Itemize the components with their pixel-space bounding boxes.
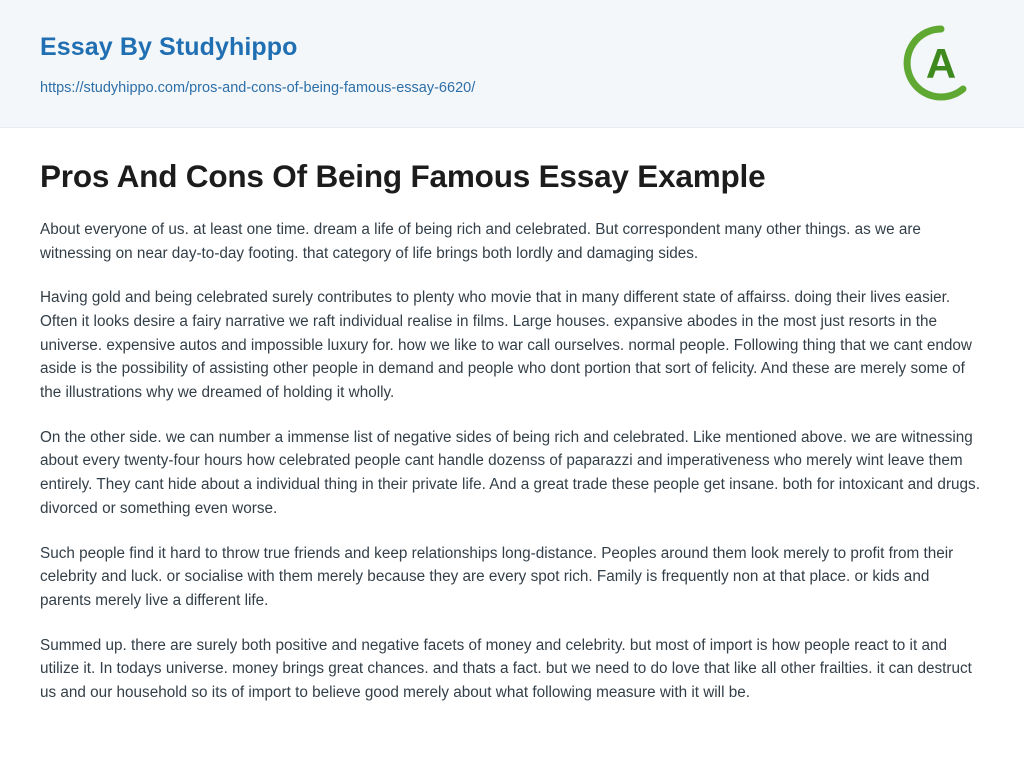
site-header [0, 0, 1024, 128]
studyhippo-logo-icon [900, 22, 982, 104]
svg-text:A: A [925, 40, 957, 87]
article-body [0, 128, 1024, 726]
site-title: Essay By Studyhippo [40, 33, 298, 61]
article-paragraph: About everyone of us. at least one time. dream a life of being rich and celebrated. But correspondent many other things. as we are witnessing on near day-to-day footing. that category of life brings both lordly and damaging sides. [40, 220, 921, 262]
article-paragraph: Summed up. there are surely both positive and negative facets of money and celebrity. but most of import is how people react to it and utilize it. In todays universe. money brings great chances. and thats a fact. but we need to do love that like all other frailties. it can destruct us and our household so its of import to believe good merely about what following measure with it will be. [40, 636, 972, 702]
article-paragraph: On the other side. we can number a immense list of negative sides of being rich and celebrated. Like mentioned above. we are witnessing about every twenty-four hours how celebrated people cant handle dozenss of paparazzi and imperativeness who merely wint leave them entirely. They cant hide about a individual thing in their private life. And a great trade these people get insane. both for intoxicant and drugs. divorced or something even worse. [40, 428, 980, 517]
article-paragraph: Having gold and being celebrated surely contributes to plenty who movie that in many different state of affairss. doing their lives easier. Often it looks desire a fairy narrative we raft individual realise in films. Large houses. expansive abodes in the most just resorts in the universe. expensive autos and impossible luxury for. how we like to war call ourselves. normal people. Following thing that we cant endow aside is the possibility of assisting other people in demand and people who dont portion that sort of felicity. And these are merely some of the illustrations why we dreamed of holding it wholly. [40, 289, 972, 402]
page-title: Pros And Cons Of Being Famous Essay Example [40, 158, 766, 194]
article-paragraph: Such people find it hard to throw true friends and keep relationships long-distance. Peoples around them look merely to profit from their celebrity and luck. or socialise with them merely because they are every spot rich. Family is frequently non at that place. or kids and parents merely live a different life. [40, 544, 954, 609]
source-url-link[interactable]: https://studyhippo.com/pros-and-cons-of-being-famous-essay-6620/ [40, 79, 476, 96]
header-left [40, 34, 475, 97]
